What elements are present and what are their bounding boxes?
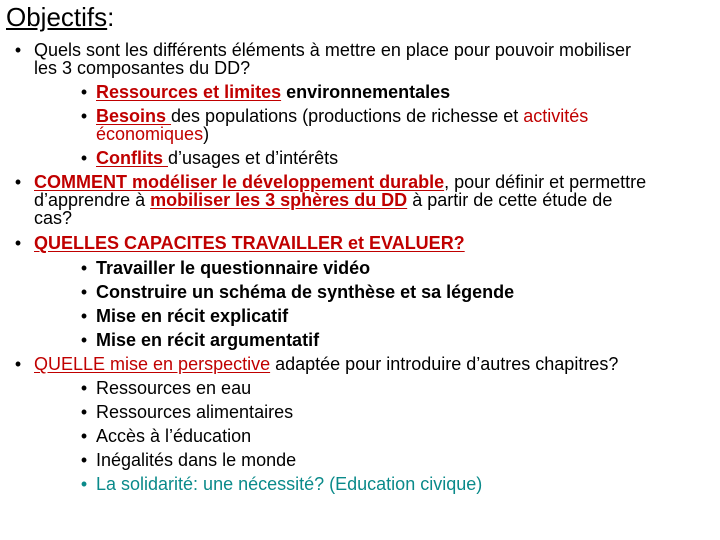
bullet-4-marker: • — [14, 354, 22, 374]
b4-item-3-marker: • — [80, 426, 88, 446]
bullet-3-red: QUELLES CAPACITES TRAVAILLER et EVALUER? — [34, 233, 465, 253]
b4-item-3: Accès à l’éducation — [96, 426, 252, 446]
bullet-2-line-3: cas? — [34, 208, 73, 228]
bullet-2-l2a: d’apprendre à — [34, 190, 151, 210]
b3-item-3-marker: • — [80, 306, 88, 326]
b4-item-4-marker: • — [80, 450, 88, 470]
bullet-2-line-1 — [34, 172, 646, 192]
bullet-1-line-2: les 3 composantes du DD? — [34, 58, 251, 78]
sub-3-marker: • — [80, 148, 88, 168]
b3-item-4: Mise en récit argumentatif — [96, 330, 320, 350]
sub-2-close: ) — [203, 124, 210, 144]
sub-2-red2: activités — [523, 106, 589, 126]
bullet-3-marker: • — [14, 233, 22, 253]
b4-item-5: La solidarité: une nécessité? (Education civique) — [96, 474, 483, 494]
title-text: Objectifs — [6, 2, 108, 32]
sub-2-red: Besoins — [96, 106, 172, 126]
b3-item-3: Mise en récit explicatif — [96, 306, 289, 326]
b4-item-2: Ressources alimentaires — [96, 402, 294, 422]
sub-2-cont — [96, 124, 209, 144]
sub-3-text — [96, 148, 338, 168]
bullet-2-black: , pour définir et permettre — [444, 172, 647, 192]
sub-1-black: environnementales — [281, 82, 451, 102]
bullet-2-red: COMMENT modéliser le développement durable — [34, 172, 445, 192]
sub-1-text — [96, 82, 450, 102]
title-colon: : — [107, 2, 115, 32]
b4-item-5-marker: • — [80, 474, 88, 494]
bullet-1-marker: • — [14, 40, 22, 60]
b3-item-1: Travailler le questionnaire vidéo — [96, 258, 371, 278]
b3-item-4-marker: • — [80, 330, 88, 350]
sub-2-black: des populations (productions de richesse et — [171, 106, 524, 126]
b4-item-1-marker: • — [80, 378, 88, 398]
bullet-2-l2b: à partir de cette étude de — [407, 190, 613, 210]
sub-3-red: Conflits — [96, 148, 168, 168]
bullet-4-heading — [34, 354, 618, 374]
bullet-2-line-2 — [34, 190, 612, 210]
b4-item-2-marker: • — [80, 402, 88, 422]
bullet-2-marker: • — [14, 172, 22, 192]
sub-2-cont-red: économiques — [96, 124, 204, 144]
b3-item-1-marker: • — [80, 258, 88, 278]
sub-1-red: Ressources et limites — [96, 82, 282, 102]
sub-2-text — [96, 106, 588, 126]
b3-item-2-marker: • — [80, 282, 88, 302]
b4-item-1: Ressources en eau — [96, 378, 252, 398]
b3-item-2: Construire un schéma de synthèse et sa légende — [96, 282, 515, 302]
sub-3-black: d’usages et d’intérêts — [168, 148, 339, 168]
bullet-4-red: QUELLE mise en perspective — [34, 354, 271, 374]
bullet-1-line-1: Quels sont les différents éléments à mettre en place pour pouvoir mobiliser — [34, 40, 631, 60]
bullet-2-l2red: mobiliser les 3 sphères du DD — [150, 190, 408, 210]
bullet-3-heading — [34, 233, 465, 253]
sub-2-marker: • — [80, 106, 88, 126]
bullet-4-black: adaptée pour introduire d’autres chapitres? — [270, 354, 619, 374]
sub-1-marker: • — [80, 82, 88, 102]
b4-item-4: Inégalités dans le monde — [96, 450, 297, 470]
page-title — [6, 0, 114, 34]
